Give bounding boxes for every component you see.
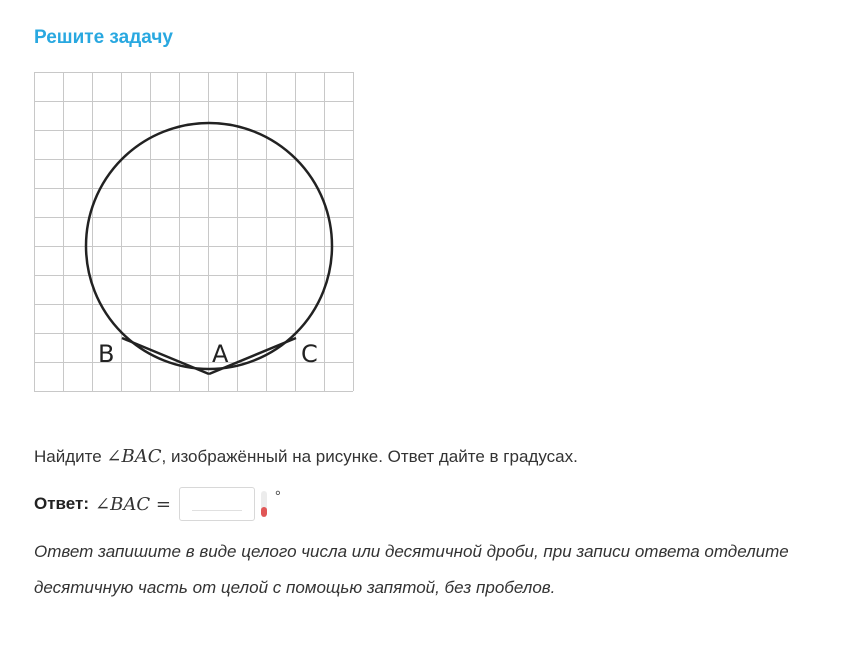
question-prefix: Найдите bbox=[34, 447, 107, 466]
angle-symbol: ∠ bbox=[106, 446, 122, 467]
answer-indicator-fill bbox=[261, 507, 267, 517]
answer-label: Ответ: bbox=[34, 494, 89, 513]
answer-row bbox=[34, 486, 281, 522]
answer-instructions: Ответ запишите в виде целого числа или десятичной дроби, при записи ответа отделите десятичную часть от целой с помощью запятой, без пробелов. bbox=[34, 542, 789, 597]
equals-sign: = bbox=[150, 493, 171, 515]
angle-name: BAC bbox=[121, 446, 162, 467]
answer-angle-name: BAC bbox=[110, 493, 151, 515]
geometry-figure bbox=[34, 72, 355, 395]
answer-indicator bbox=[261, 491, 267, 517]
question-text bbox=[34, 446, 578, 467]
segment-ba bbox=[122, 338, 209, 374]
answer-input[interactable] bbox=[179, 487, 255, 521]
label-c: C bbox=[301, 340, 318, 368]
answer-angle-symbol: ∠ bbox=[95, 493, 111, 515]
task-title: Решите задачу bbox=[34, 27, 173, 48]
answer-angle bbox=[95, 494, 171, 515]
label-b: B bbox=[98, 340, 115, 368]
label-a: A bbox=[212, 340, 229, 368]
grid-drawing bbox=[34, 72, 355, 395]
degree-unit: ° bbox=[274, 488, 281, 505]
question-angle bbox=[106, 446, 161, 467]
question-suffix: , изображённый на рисунке. Ответ дайте в градусах. bbox=[161, 447, 578, 466]
